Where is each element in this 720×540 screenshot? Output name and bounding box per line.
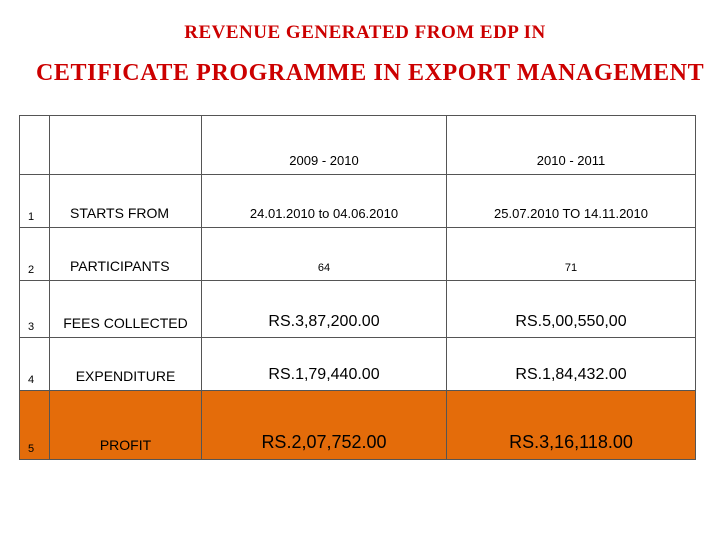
- row-value-2010-2011: RS.1,84,432.00: [447, 338, 696, 391]
- row-number: 5: [20, 391, 50, 460]
- revenue-table: [19, 115, 696, 460]
- row-number: 4: [20, 338, 50, 391]
- table-row-highlighted: [20, 391, 696, 460]
- row-value-2009-2010: 64: [202, 228, 447, 281]
- table-row: [20, 281, 696, 338]
- row-value-2010-2011: 71: [447, 228, 696, 281]
- row-value-2010-2011: RS.3,16,118.00: [447, 391, 696, 460]
- row-number: 2: [20, 228, 50, 281]
- row-value-2009-2010: RS.3,87,200.00: [202, 281, 447, 338]
- table-row: [20, 175, 696, 228]
- row-label: PROFIT: [50, 391, 202, 460]
- header-year-2009-2010: 2009 - 2010: [202, 116, 447, 175]
- table-header-row: [20, 116, 696, 175]
- row-label: STARTS FROM: [50, 175, 202, 228]
- title-line-2: CETIFICATE PROGRAMME IN EXPORT MANAGEMENT: [36, 60, 705, 86]
- table-row: [20, 338, 696, 391]
- header-year-2010-2011: 2010 - 2011: [447, 116, 696, 175]
- table-row: [20, 228, 696, 281]
- row-value-2009-2010: 24.01.2010 to 04.06.2010: [202, 175, 447, 228]
- row-label: FEES COLLECTED: [50, 281, 202, 338]
- row-value-2009-2010: RS.1,79,440.00: [202, 338, 447, 391]
- header-cell-index: [20, 116, 50, 175]
- row-number: 3: [20, 281, 50, 338]
- title-line-1: REVENUE GENERATED FROM EDP IN: [184, 22, 546, 43]
- row-value-2009-2010: RS.2,07,752.00: [202, 391, 447, 460]
- header-cell-label: [50, 116, 202, 175]
- row-label: PARTICIPANTS: [50, 228, 202, 281]
- row-label: EXPENDITURE: [50, 338, 202, 391]
- row-number: 1: [20, 175, 50, 228]
- row-value-2010-2011: 25.07.2010 TO 14.11.2010: [447, 175, 696, 228]
- row-value-2010-2011: RS.5,00,550,00: [447, 281, 696, 338]
